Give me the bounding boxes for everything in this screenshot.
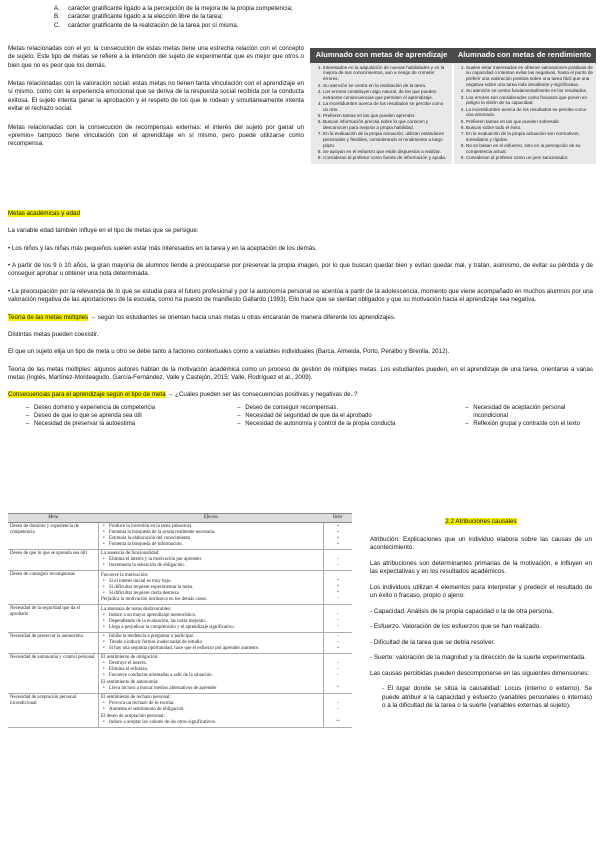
effect-item: • Induce a aceptar los valores de los otros significativos. (101, 720, 321, 726)
needs-column (8, 404, 237, 428)
paragraph: Las causas percibidas pueden descomponerse en las siguientes dimensiones: (370, 669, 590, 677)
list-item: 3. Los errores constituyen algo natural, de los que pueden extraerse consecuencias que permiten el aprendizaje. (323, 89, 449, 100)
misc-line: Distintas metas pueden coexistir. (8, 330, 99, 338)
effect-label: El sentimiento de autonomía: (101, 679, 159, 685)
list-item: 1. Suelen estar interesados en obtener valoraciones positivas de su capacidad o intentan evitar las negativas, hasta el punto de preferir una valoración positiva sobre una tarea fácil que una negativa sobre una tarea más desafiante y significativa. (466, 65, 593, 88)
paragraph-valoracion-social: Metas relacionadas con la valoración social: estas metas no tienen tanta vinculación con el aprendizaje en sí mismo, como con la experiencia emocional que se deriva de la respuesta social recibida por la conducta exitosa. El sujeto intenta ganar la aprobación y el respeto de los que le rodean y simultáneamente intenta evitar el rechazo social. (8, 80, 304, 113)
effect-item: • Lleva incluso a buscar medios alternativos de aprender (101, 686, 321, 692)
effect-item: • Fomenta la búsqueda de información. (101, 542, 321, 548)
metas-rendimiento-cell (453, 63, 596, 164)
effect-label: El sentimiento de obligación: (101, 655, 159, 661)
paragraph-recompensas: Metas relacionadas con la consecución de recompensas externas: el interés del sujeto por ganar un «premio» tampoco tiene vinculación con el aprendizaje en sí mismo, pero puede utilizarse como recompensa. (8, 123, 304, 148)
misc-line: Teoría de las metas múltiples: algunos autores hablan de la motivación académica como un proceso de gestión de múltiples metas. Los estudiantes pueden, en el aprendizaje de una tarea, orientarse a varias metas (Inglés, Martínez-Monteagudo, García-Fernández, Valle y Castejón, 2015; Valle, Rodríguez et al., 2009). (8, 365, 593, 381)
list-item: B. carácter gratificante ligado a la elección libre de la tarea; (54, 13, 223, 21)
meta-cell: Necesidad de autonomía y control personal (8, 653, 99, 693)
list-item: A. carácter gratificante ligado a la percepción de la mejora de la propia competencia; (54, 5, 293, 12)
header-metas-aprendizaje: Alumnado con metas de aprendizaje (310, 48, 453, 63)
list-item: 9. Consideran al profesor como un juez sancionador. (466, 155, 593, 161)
effect-item: • Produce la inversión en la tarea (absortos). (101, 524, 321, 530)
bullet-item: • La preocupación por la relevancia de lo que se estudia para el futuro profesional y por la autonomía personal se acentúa a partir de la adolescencia, momento que viene acompañado en muchos alumnos por una valoración negativa de las aportaciones de la escuela, como ha puesto de manifiesto Gallardo (1993). Ello hace que se sientan obligados y que su motivación hacia el aprendizaje sea negativa. (8, 287, 593, 304)
valor-value: +- (335, 718, 341, 724)
column-header-valor: Valor (324, 514, 353, 523)
paragraph: - Dificultad de la tarea que se debía resolver. (370, 638, 495, 646)
valor-value: - (337, 639, 339, 645)
effect-item: • Llega a perjudicar la comprensión y el aprendizaje significativo. (101, 625, 321, 631)
effect-item: • Si hay una segunda oportunidad, hace que el esfuerzo por aprender aumente. (101, 646, 321, 652)
meta-cell: Necesidad de la seguridad que da el aprobado (8, 605, 99, 632)
effect-item: • Elimina el esfuerzo. (101, 667, 321, 673)
valor-value: + (336, 535, 340, 541)
list-item: 8. No se basan en el esfuerzo, sino en la percepción de su competencia actual. (466, 143, 593, 154)
efectos-cell (99, 632, 324, 653)
list-item: 9. Consideran al profesor como fuente de información y ayuda. (323, 155, 449, 161)
header-metas-rendimiento: Alumnado con metas de rendimiento (453, 48, 596, 63)
paragraph-yo: Metas relacionadas con el yo: la consecución de estas metas tiene una estrecha relación con el concepto de sujeto. Este tipo de metas se refiere a la intención del sujeto de experimentar que es mejor que otros o bien que no es peor que los demás. (8, 45, 304, 69)
teoria-metas-multiples: Teoría de las metas múltiples → según los estudiantes se orientan hacia unas metas u otras encararán de manera diferente los aprendizajes. (8, 313, 396, 321)
effect-item: • Estimula la elaboración del conocimiento (101, 536, 321, 542)
list-item: 5. Prefieren tareas en las que pueden aprender. (323, 113, 449, 119)
valor-cell (324, 549, 353, 570)
valor-value: - (337, 624, 339, 630)
valor-value: + (336, 645, 340, 651)
effect-label: La amenaza de notas desfavorables: (101, 606, 172, 612)
valor-cell (324, 653, 353, 693)
valor-value: + (336, 523, 340, 529)
effect-item: • Elimina el interés y la motivación por aprender (101, 557, 321, 563)
list-item: 6. Buscan sobre todo el éxito. (466, 125, 593, 131)
valor-value: + (336, 541, 340, 547)
atribuciones-heading: 2.2 Atribuciones causales (445, 518, 517, 525)
meta-cell: Deseo de conseguir recompensas (8, 571, 99, 605)
column-header-efectos: Efectos (99, 514, 324, 523)
effect-label: El deseo de aceptación personal: (101, 713, 165, 719)
effect-item: • Aumenta el sentimiento de obligación. (101, 707, 321, 713)
effect-item: • Induce a un mayor aprendizaje memorístico. (101, 613, 321, 619)
effect-item: • Destruye el interés. (101, 661, 321, 667)
list-item: 6. Buscan información precisa sobre lo que conocen y desconocen para mejorar a propia habilidad. (323, 119, 449, 130)
list-item: 4. La incertidumbre acerca de los resultados se percibe como una amenaza. (466, 107, 593, 118)
list-item: 2. Su atención se centra fundamentalmente en los resultados. (466, 88, 593, 94)
effect-item: • Si dificultar requiere cierta destreza (101, 591, 321, 597)
effect-item: • Favorece conductas orientadas a salir de la situación. (101, 673, 321, 679)
valor-value: - (337, 633, 339, 639)
consecuencias-heading: Consecuencias para el aprendizaje según el tipo de meta → ¿Cuáles pueden ser las consecuencias positivas y negativas de..? (8, 391, 358, 399)
list-item: 7. En la evaluación de la propia actuación son normativos, inmediatos y rígidos. (466, 131, 593, 142)
valor-value: + (336, 684, 340, 690)
valor-value: - (337, 672, 339, 678)
valor-value: - (337, 612, 339, 618)
effect-item: • Tiende a inducir formas inadecuadas de estudio. (101, 640, 321, 646)
paragraph: - Esfuerzo. Valoración de los esfuerzos que se han realizado. (370, 623, 542, 630)
efectos-cell (99, 693, 324, 727)
efectos-cell (99, 653, 324, 693)
valor-cell (324, 605, 353, 632)
list-item: 2. Su atención se centra en la realización de la tarea. (323, 83, 449, 89)
metas-comparison-table (309, 48, 596, 164)
meta-cell: Deseo de dominio y experiencia de competencia (8, 522, 99, 549)
paragraph: Atribución: Explicaciones que un individuo elabora sobre las causas de un acontecimiento. (370, 535, 592, 551)
list-item: 4. La incertidumbre acerca de los resultados se percibe como un reto. (323, 101, 449, 112)
table-row (8, 605, 352, 632)
valor-value: + (336, 590, 340, 596)
list-item: – Necesidad de aceptación personal incondicional (465, 404, 593, 420)
needs-column (465, 404, 593, 428)
list-item: – Deseo de conseguir recompensas. (237, 404, 465, 412)
section-heading: Metas académicas y edad (8, 210, 80, 217)
valor-value: - (337, 556, 339, 562)
list-item: 7. En la evaluación de la propia actuación, utilizan estándares personales y flexibles, considerando el rendimiento a largo plazo. (323, 131, 449, 148)
table-row (8, 632, 352, 653)
efectos-cell (99, 571, 324, 605)
list-item: – Deseo dominio y experiencia de competencia (26, 404, 237, 412)
valor-value: - (337, 706, 339, 712)
effect-label: Perjudica la motivación intrínseca en los demás casos. (101, 597, 208, 603)
valor-value: - (337, 618, 339, 624)
effect-item: • Si el interés inicial es muy bajo. (101, 579, 321, 585)
list-item: – Deseo de que lo que se aprenda sea útil (26, 412, 237, 420)
list-item: 5. Prefieren tareas en las que pueden sobresalir. (466, 119, 593, 125)
edad-intro: La variable edad también influye en el tipo de metas que se persigue: (8, 227, 199, 235)
valor-value: - (337, 660, 339, 666)
effect-label: El sentimiento de rechazo personal: (101, 695, 171, 701)
efectos-cell (99, 522, 324, 549)
valor-cell (324, 571, 353, 605)
bullet-item: • A partir de los 9 ó 10 años, la gran mayoría de alumnos tiende a preocuparse por preservar la propia imagen, por lo que buscan quedar bien y evitan quedar mal, y tratan, asimismo, de evitar su pérdida y de conseguir aprobar u obtener una nota determinada. (8, 262, 593, 278)
paragraph: - Capacidad. Análisis de la propia capacidad o la de otra persona. (370, 607, 554, 615)
paragraph: Las atribuciones son determinantes primarias de la motivación, e influyen en las expectativas y en los resultados académicos. (370, 559, 592, 575)
efectos-cell (99, 549, 324, 570)
effect-item: • Si dificultar requiere experimentar la tarea. (101, 585, 321, 591)
bullet-item: • Los niños y las niñas más pequeños suelen estar más interesados en la tarea y en la aceptación de los demás. (8, 244, 317, 252)
effect-item: • Incrementa la sensación de obligación. (101, 563, 321, 569)
effect-item: • Provoca un rechazo de lo escolar. (101, 701, 321, 707)
list-item: – Reflexión grupal y contraste con el texto (465, 420, 593, 428)
table-row (8, 653, 352, 693)
left-paragraphs (8, 45, 304, 149)
effect-label: La ausencia de funcionalidad: (101, 551, 160, 557)
efectos-cell (99, 605, 324, 632)
list-item: – Necesidad de autonomía y control de la propia conducta (237, 420, 465, 428)
valor-value: - (337, 596, 339, 602)
paragraph: - Suerte: valoración de la magnitud y la dirección de la suerte experimentada. (370, 654, 586, 661)
list-item: 1. Interesados en la adquisición de nuevas habilidades y en la mejora de sus conocimientos, aun a riesgo de cometer errores. (323, 65, 449, 82)
valor-value: + (336, 584, 340, 590)
paragraph: Los individuos utilizan 4 elementos para interpretar y predecir el resultado de un éxito o fracaso, propio o ajeno: (370, 583, 592, 599)
column-header-meta: Meta (8, 514, 99, 523)
list-item: 3. Los errores son considerados como fracasos que ponen en peligro la visión de su capacidad. (466, 95, 593, 106)
table-row (8, 549, 352, 570)
list-item: 8. Se apoyan en el esfuerzo que están dispuestos a realizar. (323, 149, 449, 155)
effect-label: Favorece la motivación: (101, 572, 149, 578)
valor-cell (324, 632, 353, 653)
valor-cell (324, 522, 353, 549)
meta-cell: Necesidad de preservar la autoestima (8, 632, 99, 653)
valor-value: - (337, 700, 339, 706)
effect-item: • Dependiendo de la evaluación, las notas mejoran. (101, 619, 321, 625)
valor-value: - (337, 562, 339, 568)
list-item: C. carácter gratificante de la realización de la tarea por sí misma. (54, 21, 239, 29)
needs-column (237, 404, 465, 428)
list-item: – Necesidad de seguridad de que da el aprobado (237, 412, 465, 420)
valor-cell (324, 693, 353, 727)
valor-value: - (337, 666, 339, 672)
metas-aprendizaje-cell (310, 63, 453, 164)
top-list (54, 5, 574, 30)
effect-item: • Inhibe la tendencia a preguntar o participar. (101, 634, 321, 640)
meta-cell: Necesidad de aceptación personal incondicional (8, 693, 99, 727)
needs-columns (8, 404, 593, 428)
table-row (8, 693, 352, 727)
valor-value: + (336, 578, 340, 584)
table-row (8, 522, 352, 549)
paragraph: - El lugar donde se sitúa la causalidad: Locus (interno o externo). Se puede atribuir a la capacidad y esfuerzo (variables personales o internas) o a la dificultad de la tarea o la suerte (variables externas al sujeto). (382, 685, 592, 709)
efectos-table (8, 513, 352, 728)
atribuciones-section (370, 518, 592, 718)
table-row (8, 571, 352, 605)
meta-cell: Deseo de que lo que se aprenda sea útil (8, 549, 99, 570)
valor-value: + (336, 529, 340, 535)
effect-item: • Fomenta la búsqueda de la ayuda realmente necesaria. (101, 530, 321, 536)
section-metas-edad (8, 210, 593, 428)
misc-line: El que un sujeto elija un tipo de meta u otro se debe tanto a factores contextuales como a variables individuales (Barca, Almeida, Porto, Peralbo y Brenlla, 2012). (8, 348, 450, 356)
list-item: – Necesidad de preservar la autoestima (26, 420, 237, 428)
